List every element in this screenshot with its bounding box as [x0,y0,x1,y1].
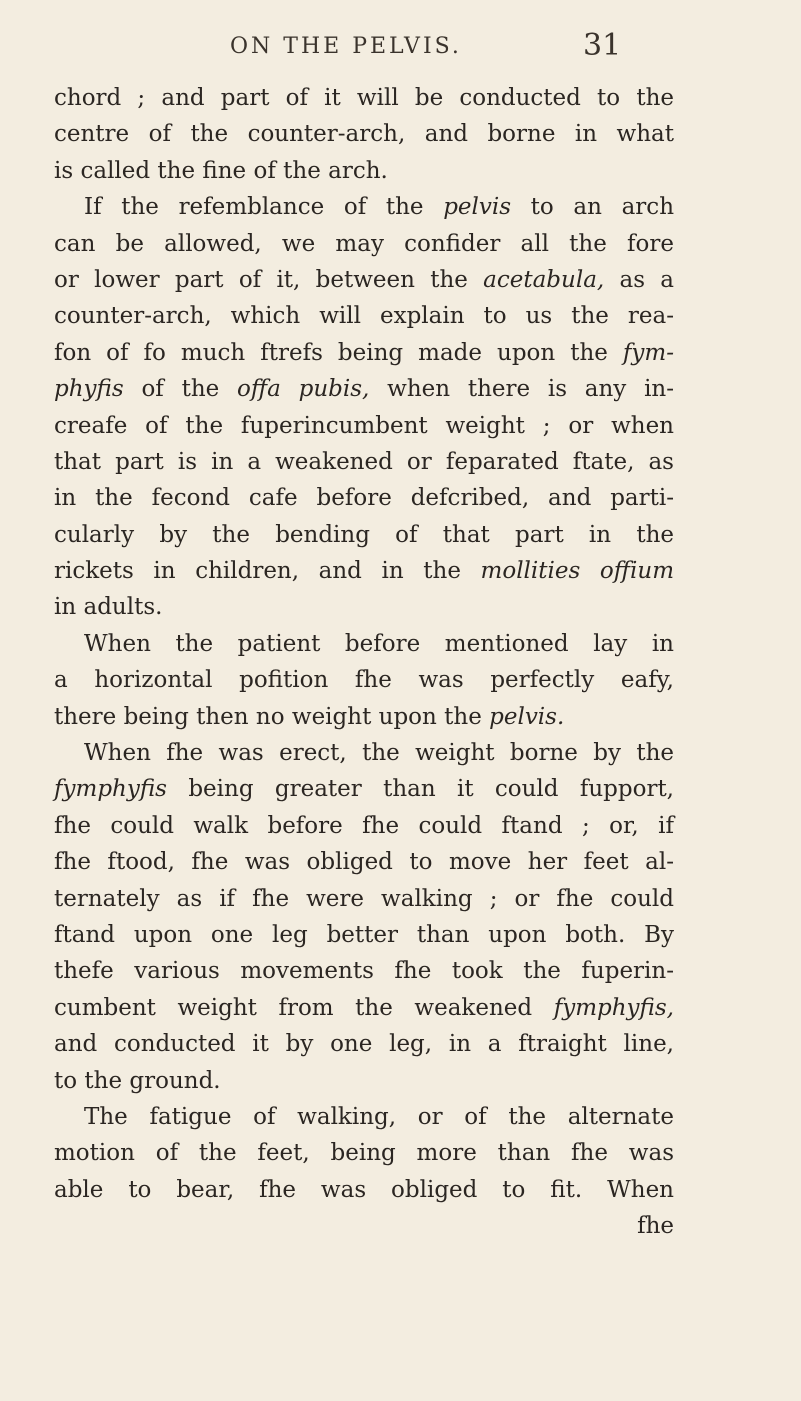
italic-term: pelvis. [489,703,565,730]
text-run: in the fecond cafe before defcribed, and parti- [54,485,674,512]
italic-term: fymphyfis [54,776,167,803]
text-run: ftand upon one leg better than upon both. By [54,921,674,948]
text-line [54,990,674,1026]
text-run: fhe could walk before fhe could ftand ; or, if [54,812,674,839]
text-line [54,917,674,953]
text-line [54,1026,674,1062]
italic-term: fym- [622,339,674,366]
text-run: The fatigue of walking, or of the alternate [84,1103,674,1130]
text-run: of the [123,376,238,403]
text-run: thefe various movements fhe took the fuperin- [54,958,674,985]
text-run: fhe ftood, fhe was obliged to move her feet al- [54,849,674,876]
text-run: to an arch [511,194,675,221]
running-title: ON THE PELVIS. [230,34,462,59]
text-line [54,298,674,334]
text-run: or lower part of it, between the [54,266,484,293]
text-run: centre of the counter-arch, and borne in what [54,121,674,148]
text-run: a horizontal pofition fhe was perfectly eafy, [54,667,674,694]
page-number: 31 [583,28,622,63]
text-run: is called the fine of the arch. [54,157,388,184]
text-run: chord ; and part of it will be conducted to the [54,85,674,111]
catchword [54,1208,674,1244]
text-line [54,553,674,589]
text-line [54,1099,674,1135]
text-run: to the ground. [54,1067,221,1094]
text-line [54,881,674,917]
text-line [54,1135,674,1171]
text-run: fon of fo much ftrefs being made upon the [54,339,623,366]
text-run: creafe of the fuperincumbent weight ; or when [54,412,674,439]
text-line [54,844,674,880]
text-run: can be allowed, we may confider all the fore [54,230,674,257]
text-run: motion of the feet, being more than fhe was [54,1140,674,1167]
text-line [54,153,674,189]
text-run: ternately as if fhe were walking ; or fhe could [54,885,674,912]
text-run: When the patient before mentioned lay in [84,630,674,657]
text-line [54,953,674,989]
text-line [54,189,674,225]
text-run: cumbent weight from the weakened [54,994,554,1021]
text-line [54,699,674,735]
text-run: that part is in a weakened or feparated ftate, as [54,448,674,475]
running-head [0,28,801,74]
text-line [54,444,674,480]
text-line [54,1063,674,1099]
text-run: rickets in children, and in the [54,558,481,585]
text-line [54,626,674,662]
italic-term: pelvis [443,194,512,221]
text-run: counter-arch, which will explain to us the rea- [54,303,674,330]
text-run: cularly by the bending of that part in the [54,521,674,548]
text-line [54,80,674,116]
text-line [54,480,674,516]
text-line [54,371,674,407]
italic-term: phyfis [54,376,124,403]
body-text [54,80,674,1245]
text-run: When fhe was erect, the weight borne by the [84,740,674,767]
text-run: in adults. [54,594,163,621]
text-line [54,408,674,444]
italic-term: fymphyfis, [553,994,674,1021]
text-run: being greater than it could fupport, [167,776,674,803]
text-line [54,517,674,553]
text-line [54,116,674,152]
text-run: able to bear, fhe was obliged to fit. When [54,1176,674,1203]
italic-term: acetabula, [483,266,605,293]
text-line [54,335,674,371]
text-run: If the refemblance of the [84,194,444,221]
text-run: there being then no weight upon the [54,703,490,730]
text-line [54,262,674,298]
text-line [54,589,674,625]
text-line [54,735,674,771]
text-run: and conducted it by one leg, in a ftraight line, [54,1031,674,1058]
text-line [54,662,674,698]
text-line [54,1172,674,1208]
italic-term: mollities offium [480,558,675,585]
italic-term: offa pubis, [237,376,370,403]
text-line [54,808,674,844]
text-line [54,771,674,807]
text-run: fhe [637,1213,674,1240]
text-run: when there is any in- [369,376,675,403]
text-line [54,226,674,262]
text-run: as a [604,266,674,293]
